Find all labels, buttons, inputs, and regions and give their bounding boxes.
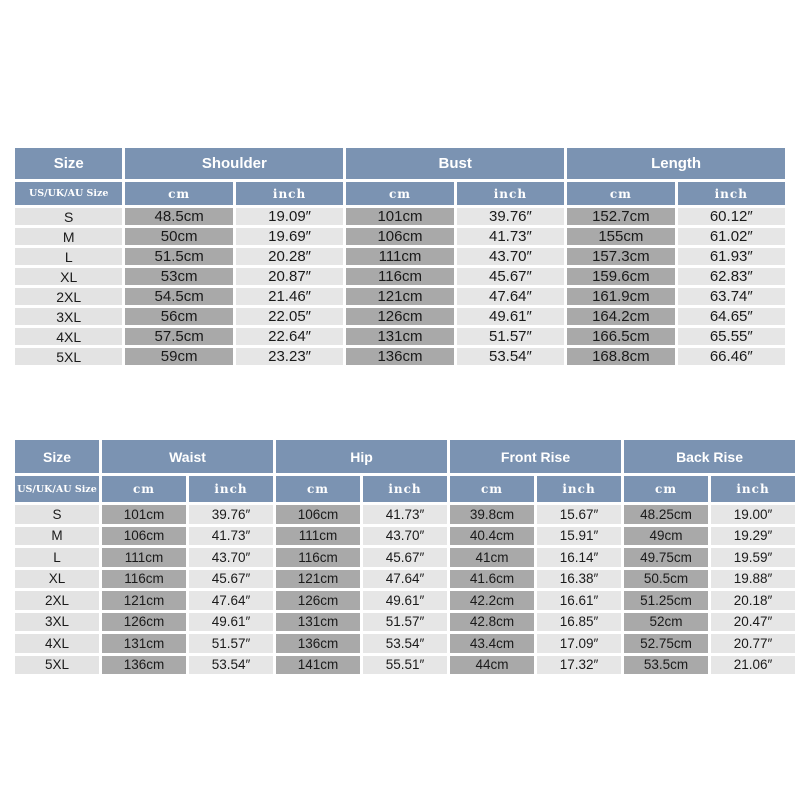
cm-cell: 126cm xyxy=(102,613,186,632)
inch-cell: 19.29″ xyxy=(711,527,795,546)
waist-cm-header: cm xyxy=(102,476,186,502)
inch-cell: 51.57″ xyxy=(189,634,273,653)
cm-cell: 155cm xyxy=(567,228,674,245)
size-cell: L xyxy=(15,548,99,567)
cm-cell: 166.5cm xyxy=(567,328,674,345)
inch-cell: 19.88″ xyxy=(711,570,795,589)
back-rise-inch-header: inch xyxy=(711,476,795,502)
inch-cell: 63.74″ xyxy=(678,288,785,305)
inch-cell: 20.28″ xyxy=(236,248,343,265)
cm-cell: 59cm xyxy=(125,348,232,365)
table-row xyxy=(15,328,785,345)
table-row xyxy=(15,656,795,675)
cm-cell: 41.6cm xyxy=(450,570,534,589)
group-header-row xyxy=(15,440,795,473)
region-size-header: US/UK/AU Size xyxy=(15,182,122,205)
cm-cell: 56cm xyxy=(125,308,232,325)
inch-cell: 62.83″ xyxy=(678,268,785,285)
unit-header-row xyxy=(15,476,795,502)
size-cell: 5XL xyxy=(15,348,122,365)
cm-cell: 168.8cm xyxy=(567,348,674,365)
cm-cell: 42.8cm xyxy=(450,613,534,632)
size-cell: 5XL xyxy=(15,656,99,675)
bust-inch-header: inch xyxy=(457,182,564,205)
cm-cell: 49cm xyxy=(624,527,708,546)
size-cell: XL xyxy=(15,268,122,285)
cm-cell: 152.7cm xyxy=(567,208,674,225)
cm-cell: 43.4cm xyxy=(450,634,534,653)
inch-cell: 61.93″ xyxy=(678,248,785,265)
cm-cell: 50cm xyxy=(125,228,232,245)
inch-cell: 61.02″ xyxy=(678,228,785,245)
inch-cell: 16.14″ xyxy=(537,548,621,567)
table-row xyxy=(15,288,785,305)
size-cell: S xyxy=(15,505,99,524)
size-cell: 3XL xyxy=(15,308,122,325)
cm-cell: 111cm xyxy=(276,527,360,546)
shoulder-cm-header: cm xyxy=(125,182,232,205)
inch-cell: 16.38″ xyxy=(537,570,621,589)
size-cell: 4XL xyxy=(15,328,122,345)
size-chart-bottom-body xyxy=(15,505,795,674)
cm-cell: 116cm xyxy=(102,570,186,589)
inch-cell: 64.65″ xyxy=(678,308,785,325)
cm-cell: 44cm xyxy=(450,656,534,675)
unit-header-row xyxy=(15,182,785,205)
hip-inch-header: inch xyxy=(363,476,447,502)
table-row xyxy=(15,348,785,365)
cm-cell: 159.6cm xyxy=(567,268,674,285)
length-inch-header: inch xyxy=(678,182,785,205)
inch-cell: 22.64″ xyxy=(236,328,343,345)
cm-cell: 50.5cm xyxy=(624,570,708,589)
inch-cell: 45.67″ xyxy=(363,548,447,567)
inch-cell: 23.23″ xyxy=(236,348,343,365)
cm-cell: 136cm xyxy=(346,348,453,365)
bust-header: Bust xyxy=(346,148,564,179)
inch-cell: 17.32″ xyxy=(537,656,621,675)
back-rise-header: Back Rise xyxy=(624,440,795,473)
cm-cell: 53.5cm xyxy=(624,656,708,675)
front-rise-cm-header: cm xyxy=(450,476,534,502)
size-cell: 3XL xyxy=(15,613,99,632)
table-row xyxy=(15,248,785,265)
waist-inch-header: inch xyxy=(189,476,273,502)
inch-cell: 21.06″ xyxy=(711,656,795,675)
inch-cell: 66.46″ xyxy=(678,348,785,365)
size-cell: S xyxy=(15,208,122,225)
cm-cell: 116cm xyxy=(346,268,453,285)
bust-cm-header: cm xyxy=(346,182,453,205)
inch-cell: 15.67″ xyxy=(537,505,621,524)
inch-cell: 47.64″ xyxy=(189,591,273,610)
cm-cell: 131cm xyxy=(276,613,360,632)
inch-cell: 41.73″ xyxy=(457,228,564,245)
cm-cell: 126cm xyxy=(276,591,360,610)
size-header: Size xyxy=(15,148,122,179)
cm-cell: 136cm xyxy=(276,634,360,653)
inch-cell: 20.47″ xyxy=(711,613,795,632)
cm-cell: 106cm xyxy=(276,505,360,524)
cm-cell: 126cm xyxy=(346,308,453,325)
hip-header: Hip xyxy=(276,440,447,473)
cm-cell: 39.8cm xyxy=(450,505,534,524)
cm-cell: 136cm xyxy=(102,656,186,675)
inch-cell: 41.73″ xyxy=(189,527,273,546)
cm-cell: 51.5cm xyxy=(125,248,232,265)
cm-cell: 121cm xyxy=(102,591,186,610)
inch-cell: 20.77″ xyxy=(711,634,795,653)
cm-cell: 48.5cm xyxy=(125,208,232,225)
inch-cell: 51.57″ xyxy=(457,328,564,345)
inch-cell: 16.85″ xyxy=(537,613,621,632)
size-chart-bottom-table xyxy=(12,437,798,677)
length-header: Length xyxy=(567,148,785,179)
cm-cell: 157.3cm xyxy=(567,248,674,265)
inch-cell: 65.55″ xyxy=(678,328,785,345)
cm-cell: 52cm xyxy=(624,613,708,632)
size-cell: M xyxy=(15,228,122,245)
cm-cell: 121cm xyxy=(346,288,453,305)
table-row xyxy=(15,527,795,546)
inch-cell: 21.46″ xyxy=(236,288,343,305)
inch-cell: 53.54″ xyxy=(189,656,273,675)
inch-cell: 19.69″ xyxy=(236,228,343,245)
hip-cm-header: cm xyxy=(276,476,360,502)
inch-cell: 47.64″ xyxy=(363,570,447,589)
front-rise-inch-header: inch xyxy=(537,476,621,502)
table-row xyxy=(15,634,795,653)
inch-cell: 47.64″ xyxy=(457,288,564,305)
size-cell: XL xyxy=(15,570,99,589)
cm-cell: 40.4cm xyxy=(450,527,534,546)
inch-cell: 60.12″ xyxy=(678,208,785,225)
inch-cell: 19.09″ xyxy=(236,208,343,225)
size-chart-top-body xyxy=(15,208,785,365)
table-row xyxy=(15,548,795,567)
size-cell: 2XL xyxy=(15,591,99,610)
table-row xyxy=(15,268,785,285)
table-row xyxy=(15,613,795,632)
inch-cell: 49.61″ xyxy=(457,308,564,325)
back-rise-cm-header: cm xyxy=(624,476,708,502)
cm-cell: 49.75cm xyxy=(624,548,708,567)
region-size-header: US/UK/AU Size xyxy=(15,476,99,502)
table-row xyxy=(15,228,785,245)
waist-header: Waist xyxy=(102,440,273,473)
inch-cell: 20.87″ xyxy=(236,268,343,285)
length-cm-header: cm xyxy=(567,182,674,205)
cm-cell: 51.25cm xyxy=(624,591,708,610)
size-chart-top-table xyxy=(12,145,788,368)
cm-cell: 53cm xyxy=(125,268,232,285)
cm-cell: 48.25cm xyxy=(624,505,708,524)
inch-cell: 43.70″ xyxy=(363,527,447,546)
size-cell: 4XL xyxy=(15,634,99,653)
inch-cell: 49.61″ xyxy=(363,591,447,610)
shoulder-inch-header: inch xyxy=(236,182,343,205)
inch-cell: 53.54″ xyxy=(363,634,447,653)
inch-cell: 15.91″ xyxy=(537,527,621,546)
inch-cell: 16.61″ xyxy=(537,591,621,610)
cm-cell: 101cm xyxy=(102,505,186,524)
inch-cell: 49.61″ xyxy=(189,613,273,632)
inch-cell: 43.70″ xyxy=(189,548,273,567)
cm-cell: 161.9cm xyxy=(567,288,674,305)
table-row xyxy=(15,308,785,325)
cm-cell: 131cm xyxy=(102,634,186,653)
inch-cell: 39.76″ xyxy=(189,505,273,524)
inch-cell: 19.59″ xyxy=(711,548,795,567)
cm-cell: 131cm xyxy=(346,328,453,345)
cm-cell: 52.75cm xyxy=(624,634,708,653)
table-row xyxy=(15,505,795,524)
cm-cell: 111cm xyxy=(346,248,453,265)
cm-cell: 111cm xyxy=(102,548,186,567)
inch-cell: 17.09″ xyxy=(537,634,621,653)
inch-cell: 55.51″ xyxy=(363,656,447,675)
shoulder-header: Shoulder xyxy=(125,148,343,179)
cm-cell: 57.5cm xyxy=(125,328,232,345)
inch-cell: 45.67″ xyxy=(189,570,273,589)
cm-cell: 41cm xyxy=(450,548,534,567)
size-cell: 2XL xyxy=(15,288,122,305)
size-header: Size xyxy=(15,440,99,473)
cm-cell: 121cm xyxy=(276,570,360,589)
cm-cell: 106cm xyxy=(102,527,186,546)
inch-cell: 41.73″ xyxy=(363,505,447,524)
front-rise-header: Front Rise xyxy=(450,440,621,473)
cm-cell: 164.2cm xyxy=(567,308,674,325)
table-row xyxy=(15,570,795,589)
inch-cell: 20.18″ xyxy=(711,591,795,610)
size-cell: L xyxy=(15,248,122,265)
inch-cell: 53.54″ xyxy=(457,348,564,365)
cm-cell: 101cm xyxy=(346,208,453,225)
table-row xyxy=(15,208,785,225)
cm-cell: 42.2cm xyxy=(450,591,534,610)
inch-cell: 19.00″ xyxy=(711,505,795,524)
cm-cell: 141cm xyxy=(276,656,360,675)
cm-cell: 54.5cm xyxy=(125,288,232,305)
inch-cell: 39.76″ xyxy=(457,208,564,225)
table-row xyxy=(15,591,795,610)
inch-cell: 51.57″ xyxy=(363,613,447,632)
inch-cell: 22.05″ xyxy=(236,308,343,325)
inch-cell: 45.67″ xyxy=(457,268,564,285)
size-cell: M xyxy=(15,527,99,546)
cm-cell: 116cm xyxy=(276,548,360,567)
cm-cell: 106cm xyxy=(346,228,453,245)
group-header-row xyxy=(15,148,785,179)
inch-cell: 43.70″ xyxy=(457,248,564,265)
